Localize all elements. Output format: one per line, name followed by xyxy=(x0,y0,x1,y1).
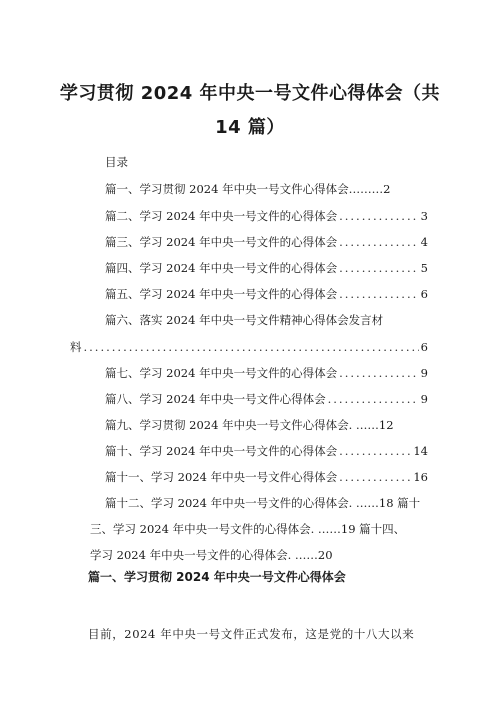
toc-entry-page: 14 xyxy=(413,444,428,458)
toc-entry-text: 篇九、学习贯彻 2024 年中央一号文件心得体会. …… xyxy=(105,418,379,432)
toc-entry-page: 9 xyxy=(420,366,428,380)
toc-entry-8[interactable] xyxy=(105,390,428,408)
toc-entry-9[interactable] xyxy=(105,416,394,434)
toc-leader-dots xyxy=(84,338,419,356)
toc-leader-dots xyxy=(339,442,411,460)
toc-leader-dots xyxy=(339,364,419,382)
toc-entry-text: 三、学习 2024 年中央一号文件的心得体会. ……19 篇十四、 xyxy=(90,522,406,536)
toc-entry-page: 6 xyxy=(420,287,428,301)
toc-entry-text: 料 xyxy=(70,340,82,354)
toc-entry-page: 12 xyxy=(378,418,394,432)
body-paragraph: 目前，2024 年中央一号文件正式发布，这是党的十八大以来 xyxy=(88,627,415,641)
toc-leader-dots xyxy=(339,285,419,303)
toc-entry-text: 篇八、学习 2024 年中央一号文件心得体会 xyxy=(105,392,326,406)
toc-entry-text: 篇四、学习 2024 年中央一号文件的心得体会 xyxy=(105,261,338,275)
toc-entry-page: 16 xyxy=(413,470,428,484)
toc-leader-dots xyxy=(339,259,419,277)
toc-leader-dots xyxy=(339,233,419,251)
toc-entry-6-line2[interactable] xyxy=(70,338,428,356)
toc-entry-page: 6 xyxy=(420,340,428,354)
document-title-line2: 14 篇） xyxy=(215,117,285,138)
toc-leader-dots xyxy=(339,468,411,486)
toc-entry-3[interactable] xyxy=(105,233,428,251)
toc-entry-12[interactable] xyxy=(105,494,420,512)
toc-entry-text: 篇十一、学习 2024 年中央一号文件心得体会 xyxy=(105,470,338,484)
toc-entry-text: 篇七、学习 2024 年中央一号文件的心得体会 xyxy=(105,366,338,380)
toc-leader-dots xyxy=(328,390,419,408)
toc-entry-page: 5 xyxy=(420,261,428,275)
toc-entry-text: 学习 2024 年中央一号文件的心得体会. ……20 xyxy=(90,548,333,562)
toc-entry-1[interactable] xyxy=(105,180,390,198)
toc-entry-page: 2 xyxy=(383,182,391,196)
toc-entry-text: 篇六、落实 2024 年中央一号文件精神心得体会发言材 xyxy=(105,313,384,327)
toc-entry-page: 3 xyxy=(420,209,428,223)
toc-entry-6-line1[interactable] xyxy=(105,311,383,329)
toc-entry-10[interactable] xyxy=(105,442,428,460)
toc-entry-text: 篇二、学习 2024 年中央一号文件的心得体会 xyxy=(105,209,338,223)
toc-entry-14[interactable] xyxy=(90,546,333,564)
toc-entry-text: 篇一、学习贯彻 2024 年中央一号文件心得体会……… xyxy=(105,182,384,196)
toc-entry-text: 篇十、学习 2024 年中央一号文件的心得体会 xyxy=(105,444,338,458)
toc-entry-text: 篇十二、学习 2024 年中央一号文件的心得体会. ……18 篇十 xyxy=(105,496,421,510)
toc-leader-dots xyxy=(339,207,419,225)
toc-entry-7[interactable] xyxy=(105,364,428,382)
toc-entry-2[interactable] xyxy=(105,207,428,225)
toc-entry-text: 篇三、学习 2024 年中央一号文件的心得体会 xyxy=(105,235,338,249)
document-title-line1: 学习贯彻 2024 年中央一号文件心得体会（共 xyxy=(59,83,441,104)
toc-entry-11[interactable] xyxy=(105,468,428,486)
toc-entry-4[interactable] xyxy=(105,259,428,277)
toc-entry-13[interactable] xyxy=(90,520,405,538)
toc-heading: 目录 xyxy=(105,155,128,169)
toc-entry-text: 篇五、学习 2024 年中央一号文件的心得体会 xyxy=(105,287,338,301)
toc-entry-page: 4 xyxy=(420,235,428,249)
toc-entry-5[interactable] xyxy=(105,285,428,303)
section-heading: 篇一、学习贯彻 2024 年中央一号文件心得体会 xyxy=(88,570,346,584)
toc-entry-page: 9 xyxy=(420,392,428,406)
